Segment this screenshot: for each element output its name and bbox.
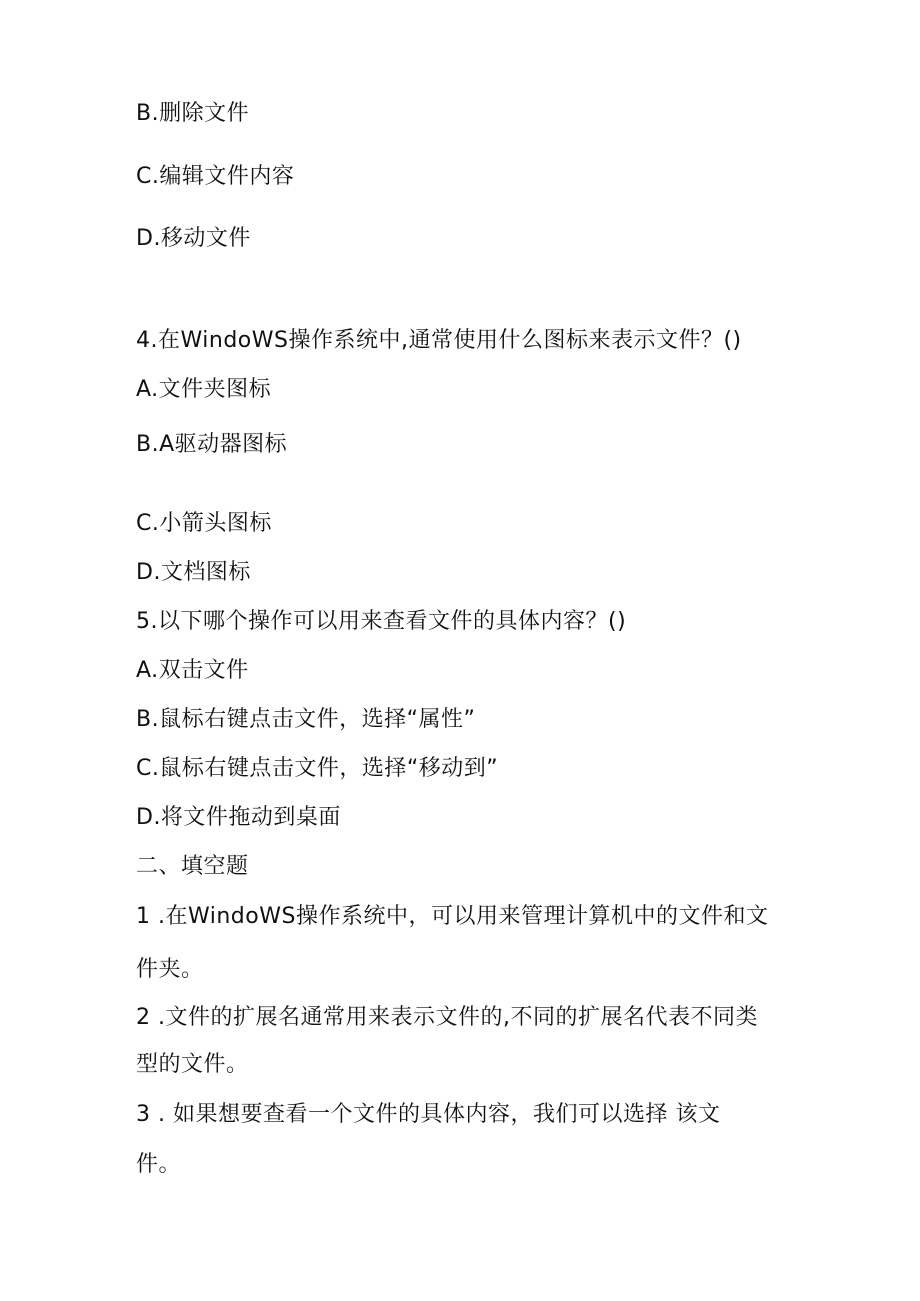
q4-option-b: B.A驱动器图标: [136, 432, 288, 457]
fill-question-1-line-1: 1 .在WindoWS操作系统中，可以用来管理计算机中的文件和文: [136, 904, 769, 929]
q5-option-c: C.鼠标右键点击文件，选择“移动到”: [136, 756, 499, 781]
question-5: 5.以下哪个操作可以用来查看文件的具体内容？(): [136, 609, 627, 634]
q5-option-a: A.双击文件: [136, 658, 249, 683]
q3-option-c: C.编辑文件内容: [136, 164, 295, 189]
q5-option-b: B.鼠标右键点击文件，选择“属性”: [136, 707, 476, 732]
q4-option-c: C.小箭头图标: [136, 511, 272, 536]
fill-question-1-line-2: 件夹。: [136, 957, 204, 982]
question-4: 4.在WindoWS操作系统中,通常使用什么图标来表示文件？(): [136, 328, 742, 353]
q3-option-d: D.移动文件: [136, 226, 251, 251]
fill-question-3-line-2: 件。: [136, 1152, 182, 1177]
q4-option-d: D.文档图标: [136, 560, 251, 585]
fill-question-2-line-2: 型的文件。: [136, 1052, 249, 1077]
q3-option-b: B.删除文件: [136, 101, 250, 126]
fill-question-3-line-1: 3 . 如果想要查看一个文件的具体内容，我们可以选择 该文: [136, 1102, 721, 1127]
fill-question-2-line-1: 2 .文件的扩展名通常用来表示文件的,不同的扩展名代表不同类: [136, 1005, 758, 1030]
q5-option-d: D.将文件拖动到桌面: [136, 805, 341, 830]
section-heading-fill-in: 二、填空题: [136, 854, 249, 879]
q4-option-a: A.文件夹图标: [136, 377, 272, 402]
